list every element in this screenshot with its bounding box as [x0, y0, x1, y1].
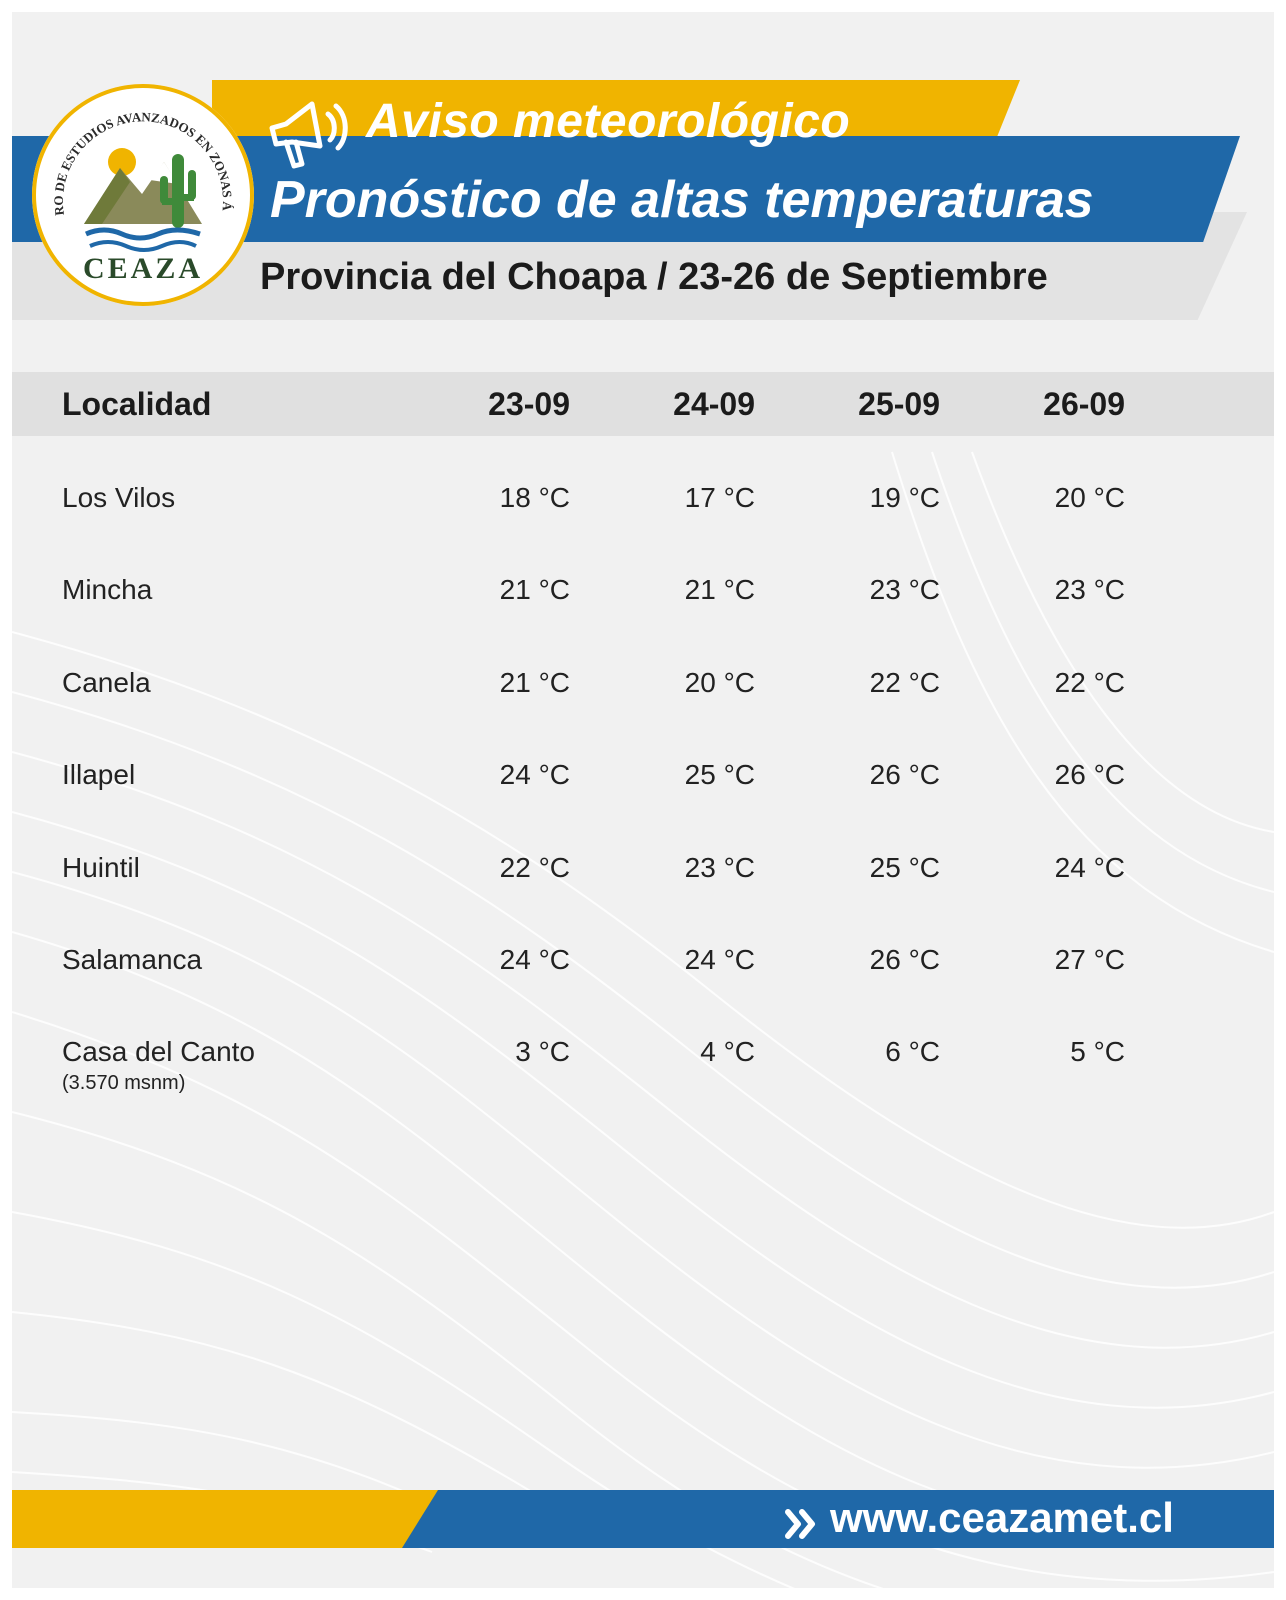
page-title: Pronóstico de altas temperaturas [270, 171, 1094, 229]
temperature-cell: 19 °C [869, 482, 940, 513]
logo-ring-text: RO DE ESTUDIOS AVANZADOS EN ZONAS Á [50, 109, 236, 217]
column-header-locality: Localidad [62, 386, 212, 422]
locality-name: Casa del Canto [62, 1036, 256, 1067]
column-header-day-2: 24-09 [673, 386, 755, 422]
temperature-cell: 24 °C [1054, 852, 1125, 883]
temperature-cell: 21 °C [684, 574, 755, 605]
table-row [12, 482, 1274, 562]
double-chevron-right-icon [782, 1506, 822, 1542]
column-header-day-1: 23-09 [488, 386, 570, 422]
temperature-cell: 4 °C [700, 1036, 755, 1067]
temperature-cell: 18 °C [499, 482, 570, 513]
table-row [12, 759, 1274, 839]
temperature-cell: 24 °C [499, 759, 570, 790]
page-subtitle: Provincia del Choapa / 23-26 de Septiembre [260, 256, 1048, 298]
temperature-cell: 21 °C [499, 667, 570, 698]
locality-name: Los Vilos [62, 482, 176, 513]
temperature-cell: 27 °C [1054, 944, 1125, 975]
column-header-day-4: 26-09 [1043, 386, 1125, 422]
temperature-cell: 17 °C [684, 482, 755, 513]
altitude-note: (3.570 msnm) [62, 1072, 186, 1094]
temperature-cell: 20 °C [1054, 482, 1125, 513]
temperature-cell: 24 °C [499, 944, 570, 975]
locality-name: Illapel [62, 759, 136, 790]
table-row [12, 667, 1274, 747]
temperature-cell: 23 °C [684, 852, 755, 883]
table-row [12, 1036, 1274, 1126]
temperature-cell: 21 °C [499, 574, 570, 605]
notice-label: Aviso meteorológico [366, 95, 851, 148]
logo-name: CEAZA [82, 252, 204, 285]
locality-name: Huintil [62, 852, 140, 883]
temperature-cell: 26 °C [869, 944, 940, 975]
temperature-cell: 22 °C [499, 852, 570, 883]
table-row [12, 852, 1274, 932]
megaphone-icon [264, 92, 354, 172]
locality-name: Mincha [62, 574, 153, 605]
forecast-card [12, 12, 1274, 1588]
locality-cell [62, 1036, 255, 1095]
footer-yellow-band [12, 1490, 442, 1548]
column-header-day-3: 25-09 [858, 386, 940, 422]
temperature-cell: 22 °C [869, 667, 940, 698]
temperature-cell: 26 °C [1054, 759, 1125, 790]
temperature-cell: 25 °C [869, 852, 940, 883]
website-link[interactable]: www.ceazamet.cl [830, 1494, 1174, 1541]
locality-name: Canela [62, 667, 151, 698]
temperature-cell: 6 °C [885, 1036, 940, 1067]
temperature-cell: 26 °C [869, 759, 940, 790]
temperature-cell: 23 °C [869, 574, 940, 605]
temperature-cell: 3 °C [515, 1036, 570, 1067]
table-header [12, 372, 1274, 436]
locality-name: Salamanca [62, 944, 203, 975]
temperature-cell: 5 °C [1070, 1036, 1125, 1067]
temperature-cell: 22 °C [1054, 667, 1125, 698]
table-row [12, 944, 1274, 1024]
ceaza-logo [32, 84, 254, 306]
temperature-cell: 23 °C [1054, 574, 1125, 605]
temperature-cell: 20 °C [684, 667, 755, 698]
temperature-cell: 24 °C [684, 944, 755, 975]
table-row [12, 574, 1274, 654]
temperature-cell: 25 °C [684, 759, 755, 790]
